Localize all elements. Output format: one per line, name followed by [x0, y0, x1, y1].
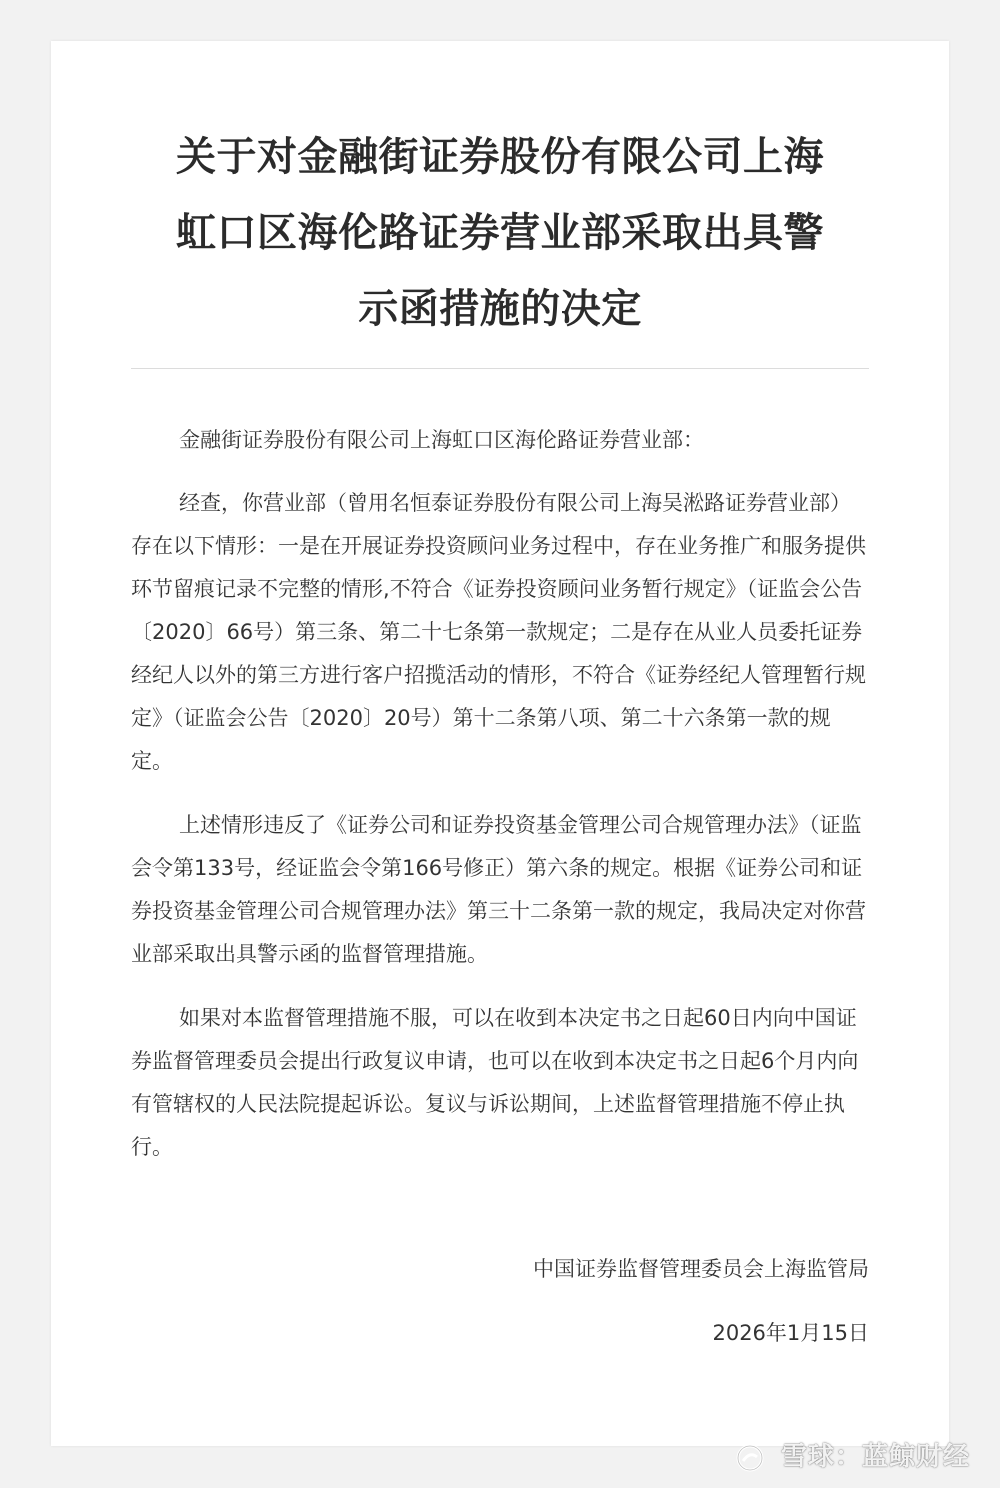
title-line-3: 示函措施的决定 [358, 286, 642, 332]
title-divider [131, 368, 869, 369]
issue-date: 2026年1月15日 [712, 1321, 869, 1345]
paragraph-findings: 经查，你营业部（曾用名恒泰证券股份有限公司上海吴淞路证券营业部）存在以下情形：一是在开展证券投资顾问业务过程中，存在业务推广和服务提供环节留痕记录不完整的情形,不符合《证券投资顾问业务暂行规定》（证监会公告〔2020〕66号）第三条、第二十七条第一款规定；二是存在从业人员委托证券经纪人以外的第三方进行客户招揽活动的情形，不符合《证券经纪人管理暂行规定》（证监会公告〔2020〕20号）第十二条第八项、第二十六条第一款的规定。 [131, 491, 866, 773]
watermark-text: 雪球：蓝鲸财经 [780, 1442, 970, 1472]
document-page [51, 41, 949, 1446]
title-line-2: 虹口区海伦路证券营业部采取出具警 [176, 210, 824, 256]
document-title [131, 119, 869, 347]
paragraph-decision: 上述情形违反了《证券公司和证券投资基金管理公司合规管理办法》（证监会令第133号，经证监会令第166号修正）第六条的规定。根据《证券公司和证券投资基金管理公司合规管理办法》第三十二条第一款的规定，我局决定对你营业部采取出具警示函的监督管理措施。 [131, 813, 866, 966]
salutation: 金融街证券股份有限公司上海虹口区海伦路证券营业部： [179, 428, 704, 452]
watermark [735, 1436, 970, 1473]
snowball-logo-icon [735, 1443, 765, 1473]
issuer-signature: 中国证券监督管理委员会上海监管局 [533, 1257, 869, 1281]
paragraph-appeal: 如果对本监督管理措施不服，可以在收到本决定书之日起60日内向中国证券监督管理委员会提出行政复议申请，也可以在收到本决定书之日起6个月内向有管辖权的人民法院提起诉讼。复议与诉讼期间，上述监督管理措施不停止执行。 [131, 1006, 859, 1159]
document-body [131, 419, 869, 1190]
title-line-1: 关于对金融街证券股份有限公司上海 [176, 134, 824, 180]
